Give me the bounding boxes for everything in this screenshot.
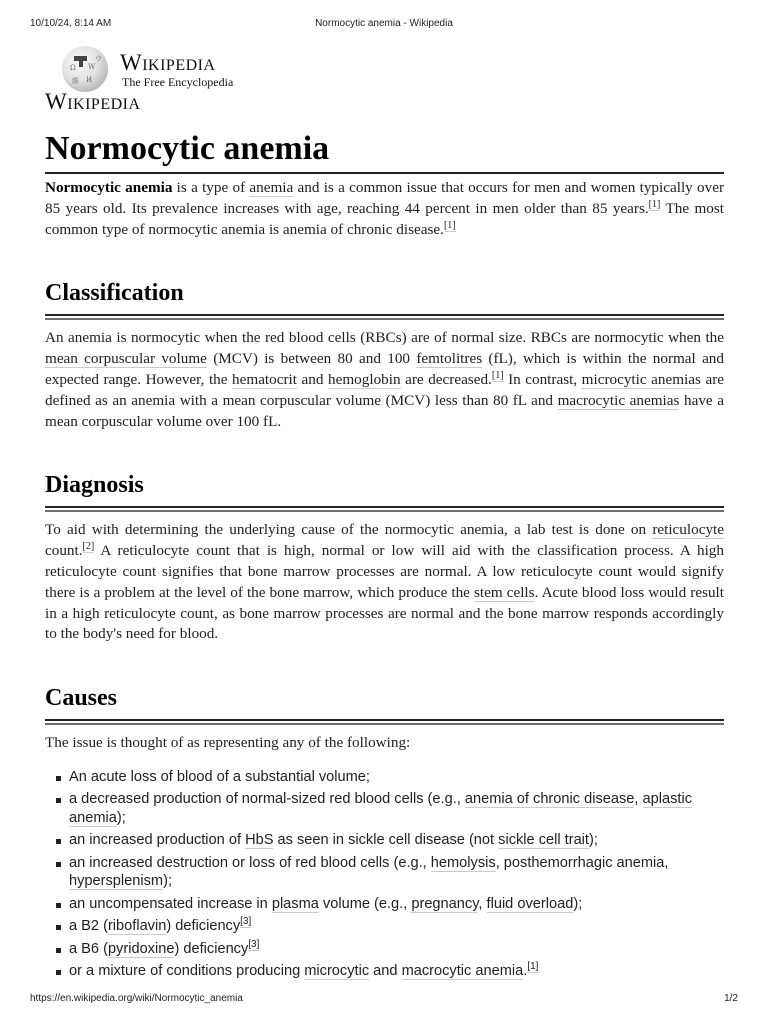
- link-pregnancy[interactable]: pregnancy: [411, 895, 479, 912]
- citation-1[interactable]: [1]: [527, 961, 539, 973]
- link-microcytic[interactable]: microcytic: [304, 963, 370, 980]
- link-mean-corpuscular-volume[interactable]: mean corpuscular volume: [45, 350, 207, 368]
- link-aplastic-anemia[interactable]: aplastic anemia: [69, 791, 693, 826]
- link-hypersplenism[interactable]: hypersplenism: [69, 873, 164, 890]
- print-header: [0, 18, 768, 34]
- citation-1[interactable]: [1]: [648, 198, 661, 210]
- causes-intro: The issue is thought of as representing any of the following:: [45, 734, 411, 752]
- section-heading-classification: Classification: [45, 278, 724, 316]
- link-pyridoxine[interactable]: pyridoxine: [107, 940, 175, 957]
- link-fluid-overload[interactable]: fluid overload: [486, 895, 574, 912]
- link-hematocrit[interactable]: hematocrit: [232, 370, 297, 388]
- section-heading-diagnosis: Diagnosis: [45, 470, 724, 508]
- link-femtolitres[interactable]: femtolitres: [416, 350, 483, 368]
- wikipedia-wordmark: Wikipedia: [120, 50, 216, 75]
- page-title: Normocytic anemia: [45, 126, 724, 174]
- citation-1[interactable]: [1]: [491, 369, 504, 381]
- link-microcytic-anemias[interactable]: microcytic anemias: [581, 370, 701, 388]
- list-item: a B6 (pyridoxine) deficiency[3]: [69, 940, 724, 959]
- link-anemia[interactable]: anemia: [249, 179, 294, 196]
- section-heading-causes: Causes: [45, 683, 724, 721]
- diagnosis-paragraph: To aid with determining the underlying cause of the normocytic anemia, a lab test is done on reticulocyte count.[2] A reticulocyte count that is high, normal or low will aid with the classification process. A high reticulocyte count signifies that bone marrow processes are normal. A low reticulocyte count would signify there is a problem at the level of the bone marrow, which produce the stem cells. Acute blood loss would result in a high reticulocyte count, as bone marrow processes are normal and the bone marrow responds accordingly to the body's need for blood.: [45, 521, 724, 643]
- link-hemolysis[interactable]: hemolysis: [430, 854, 496, 871]
- classification-paragraph: An anemia is normocytic when the red blood cells (RBCs) are of normal size. RBCs are normocytic when the mean corpuscular volume (MCV) is between 80 and 100 femtolitres (fL), which is within the normal and expected range. However, the hematocrit and hemoglobin are decreased.[1] In contrast, microcytic anemias are defined as an anemia with a mean corpuscular volume (MCV) less than 80 fL and macrocytic anemias have a mean corpuscular volume over 100 fL.: [45, 329, 724, 430]
- list-item: an increased destruction or loss of red blood cells (e.g., hemolysis, posthemorrhagic anemia, hypersplenism);: [69, 854, 724, 891]
- lead-bold-term: Normocytic anemia: [45, 179, 173, 196]
- link-sickle-cell-trait[interactable]: sickle cell trait: [498, 832, 589, 849]
- print-url: https://en.wikipedia.org/wiki/Normocytic_anemia: [30, 993, 243, 1004]
- citation-2[interactable]: [2]: [82, 541, 95, 553]
- citation-3[interactable]: [3]: [240, 916, 252, 928]
- page-number: 1/2: [724, 993, 738, 1004]
- link-anemia-of-chronic-disease[interactable]: anemia of chronic disease: [464, 791, 635, 808]
- list-item: a B2 (riboflavin) deficiency[3]: [69, 917, 724, 936]
- list-item: or a mixture of conditions producing microcytic and macrocytic anemia.[1]: [69, 962, 724, 981]
- causes-list: [45, 768, 724, 981]
- lead-paragraph: Normocytic anemia is a type of anemia and is a common issue that occurs for men and women typically over 85 years old. Its prevalence increases with age, reaching 44 percent in men older than 85 years.[1] The most common type of normocytic anemia is anemia of chronic disease.[1]: [45, 179, 725, 238]
- list-item: an increased production of HbS as seen in sickle cell disease (not sickle cell trait);: [69, 831, 724, 850]
- wikipedia-wordmark-secondary: Wikipedia: [45, 89, 141, 114]
- link-plasma[interactable]: plasma: [271, 895, 319, 912]
- link-hemoglobin[interactable]: hemoglobin: [328, 370, 401, 388]
- link-hbs[interactable]: HbS: [245, 832, 274, 849]
- link-macrocytic-anemia[interactable]: macrocytic anemia: [401, 963, 524, 980]
- citation-1[interactable]: [1]: [443, 219, 456, 231]
- list-item: an uncompensated increase in plasma volume (e.g., pregnancy, fluid overload);: [69, 895, 724, 914]
- link-riboflavin[interactable]: riboflavin: [107, 918, 167, 935]
- print-datetime: 10/10/24, 8:14 AM: [30, 18, 112, 29]
- wikipedia-tagline: The Free Encyclopedia: [122, 75, 234, 89]
- link-reticulocyte[interactable]: reticulocyte: [652, 521, 724, 539]
- link-macrocytic-anemias[interactable]: macrocytic anemias: [557, 391, 680, 409]
- print-page-title: Normocytic anemia - Wikipedia: [315, 18, 453, 29]
- link-stem-cells[interactable]: stem cells: [473, 583, 535, 601]
- article-content: [45, 126, 724, 985]
- wikipedia-globe-icon: Ω W 維 И ウ: [62, 46, 108, 92]
- list-item: a decreased production of normal-sized red blood cells (e.g., anemia of chronic disease, aplastic anemia);: [69, 790, 724, 827]
- citation-3[interactable]: [3]: [248, 938, 260, 950]
- list-item: An acute loss of blood of a substantial volume;: [69, 768, 724, 787]
